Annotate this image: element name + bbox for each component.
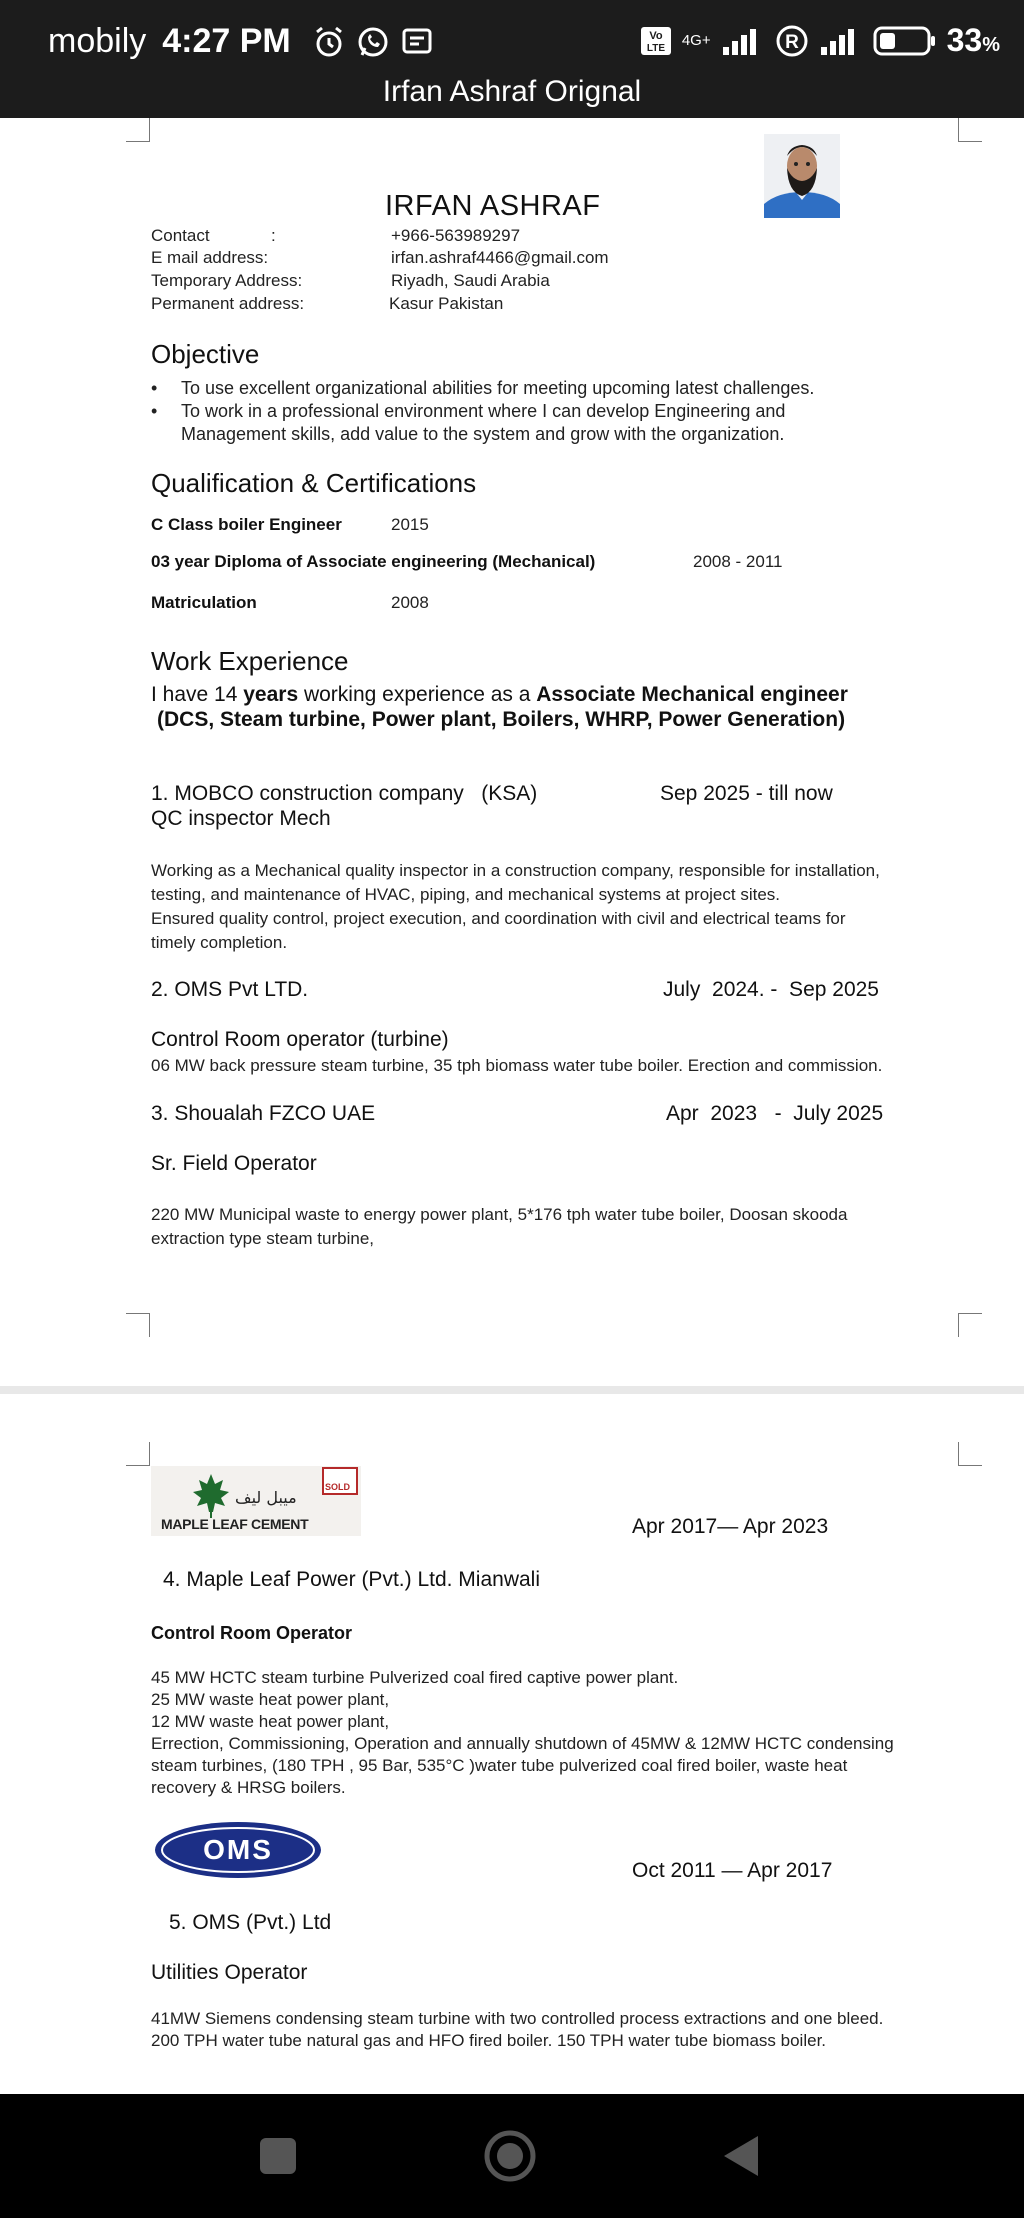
qualification-year: 2015 — [391, 515, 429, 534]
qualification-year: 2008 - 2011 — [693, 552, 783, 571]
job-company: 3. Shoualah FZCO UAE — [151, 1102, 376, 1125]
home-button[interactable] — [482, 2128, 538, 2184]
job-description-line: timely completion. — [151, 933, 288, 952]
job-description-line: 25 MW waste heat power plant, — [151, 1690, 390, 1709]
logo-badge: SOLD — [325, 1482, 351, 1492]
qualification-title: Matriculation — [151, 593, 257, 612]
job-dates: Apr 2023 - July 2025 — [666, 1102, 884, 1125]
crop-mark — [958, 1442, 982, 1466]
job-description-line: 12 MW waste heat power plant, — [151, 1712, 390, 1731]
contact-value: +966-563989297 — [391, 226, 521, 245]
job-company: 2. OMS Pvt LTD. — [151, 978, 309, 1001]
battery-icon — [873, 24, 937, 58]
job-description-line: steam turbines, (180 TPH , 95 Bar, 535°C )water tube pulverized coal fired boiler, waste heat — [151, 1756, 848, 1775]
work-heading: Work Experience — [151, 646, 349, 676]
qualification-heading: Qualification & Certifications — [151, 468, 477, 498]
objective-heading: Objective — [151, 339, 260, 369]
work-summary-line2: (DCS, Steam turbine, Power plant, Boilers, WHRP, Power Generation) — [157, 708, 846, 731]
email-label: E mail address: — [151, 248, 269, 267]
job-role: QC inspector Mech — [151, 807, 331, 830]
job-dates: Apr 2017— Apr 2023 — [632, 1515, 829, 1538]
contact-label: Contact — [151, 226, 210, 245]
clock: 4:27 PM — [162, 22, 291, 60]
job-role: Control Room Operator — [151, 1623, 352, 1643]
job-description-line: Working as a Mechanical quality inspector in a construction company, responsible for installation, — [151, 861, 880, 880]
job-role: Sr. Field Operator — [151, 1152, 317, 1175]
oms-logo — [153, 1820, 323, 1880]
contact-colon: : — [271, 226, 276, 245]
job-dates: Sep 2025 - till now — [660, 782, 833, 805]
job-description-line: extraction type steam turbine, — [151, 1229, 375, 1248]
objective-bullet-marker: • — [151, 401, 158, 421]
signal-icon-2 — [819, 25, 863, 57]
job-company: 5. OMS (Pvt.) Ltd — [169, 1911, 332, 1934]
job-description-line: 45 MW HCTC steam turbine Pulverized coal fired captive power plant. — [151, 1668, 679, 1687]
document-title: Irfan Ashraf Orignal — [0, 70, 1024, 118]
registered-icon — [775, 24, 809, 58]
svg-text:R: R — [784, 31, 799, 53]
email-value: irfan.ashraf4466@gmail.com — [391, 248, 609, 267]
network-type: 4G+ — [681, 32, 711, 49]
crop-mark — [126, 118, 150, 142]
job-description-line: 41MW Siemens condensing steam turbine with two controlled process extractions and one bleed. — [151, 2009, 884, 2028]
crop-mark — [958, 1313, 982, 1337]
document-page-1[interactable] — [0, 118, 1024, 1386]
job-role: Control Room operator (turbine) — [151, 1028, 449, 1051]
job-description-line: 200 TPH water tube natural gas and HFO fired boiler. 150 TPH water tube biomass boiler. — [151, 2031, 827, 2050]
work-summary: I have 14 years working experience as a Associate Mechanical engineer — [151, 683, 848, 706]
job-company: 1. MOBCO construction company (KSA) — [151, 782, 538, 805]
objective-bullet: To work in a professional environment where I can develop Engineering and — [181, 401, 786, 421]
job-description-line: testing, and maintenance of HVAC, piping, and mechanical systems at project sites. — [151, 885, 781, 904]
document-page-2[interactable] — [0, 1394, 1024, 2094]
whatsapp-icon — [355, 24, 391, 60]
temp-address-value: Riyadh, Saudi Arabia — [391, 271, 550, 290]
message-icon — [399, 24, 435, 60]
carrier-name: mobily — [48, 22, 147, 60]
crop-mark — [958, 118, 982, 142]
signal-icon — [721, 25, 765, 57]
logo-arabic-text: ميبل ليف — [235, 1488, 297, 1507]
qualification-title: C Class boiler Engineer — [151, 515, 342, 534]
crop-mark — [126, 1313, 150, 1337]
job-description-line: Errection, Commissioning, Operation and annually shutdown of 45MW & 12MW HCTC condensing — [151, 1734, 894, 1753]
back-button[interactable] — [714, 2128, 770, 2184]
recent-apps-button[interactable] — [250, 2128, 306, 2184]
perm-address-label: Permanent address: — [151, 294, 305, 313]
alarm-icon — [311, 24, 347, 60]
logo-text: MAPLE LEAF CEMENT — [161, 1516, 309, 1532]
volte-icon — [640, 25, 672, 57]
svg-text:Vo: Vo — [649, 29, 663, 42]
maple-leaf-logo — [151, 1466, 361, 1536]
status-left — [48, 22, 435, 61]
job-description-line: Ensured quality control, project execution, and coordination with civil and electrical teams for — [151, 909, 846, 928]
job-dates: Oct 2011 — Apr 2017 — [632, 1859, 833, 1882]
qualification-title: 03 year Diploma of Associate engineering (Mechanical) — [151, 552, 596, 571]
job-dates: July 2024. - Sep 2025 — [663, 978, 879, 1001]
oms-logo-text: OMS — [203, 1834, 273, 1865]
job-description-line: recovery & HRSG boilers. — [151, 1778, 346, 1797]
job-company: 4. Maple Leaf Power (Pvt.) Ltd. Mianwali — [163, 1568, 540, 1591]
objective-bullet: To use excellent organizational abilities for meeting upcoming latest challenges. — [181, 378, 815, 398]
profile-photo — [764, 134, 840, 218]
battery-percent: 33% — [946, 22, 1000, 58]
crop-mark — [126, 1442, 150, 1466]
status-right — [630, 22, 1000, 59]
objective-bullet-marker: • — [151, 378, 158, 398]
perm-address-value: Kasur Pakistan — [389, 294, 504, 313]
objective-bullet-continued: Management skills, add value to the system and grow with the organization. — [181, 424, 785, 444]
temp-address-label: Temporary Address: — [151, 271, 303, 290]
svg-text:LTE: LTE — [646, 42, 665, 54]
candidate-name: IRFAN ASHRAF — [385, 190, 601, 222]
job-description-line: 06 MW back pressure steam turbine, 35 tph biomass water tube boiler. Erection and commission. — [151, 1056, 883, 1075]
navigation-bar — [0, 2094, 1024, 2218]
qualification-year: 2008 — [391, 593, 429, 612]
job-description-line: 220 MW Municipal waste to energy power plant, 5*176 tph water tube boiler, Doosan skooda — [151, 1205, 848, 1224]
job-role: Utilities Operator — [151, 1961, 308, 1984]
page-separator — [0, 1386, 1024, 1394]
